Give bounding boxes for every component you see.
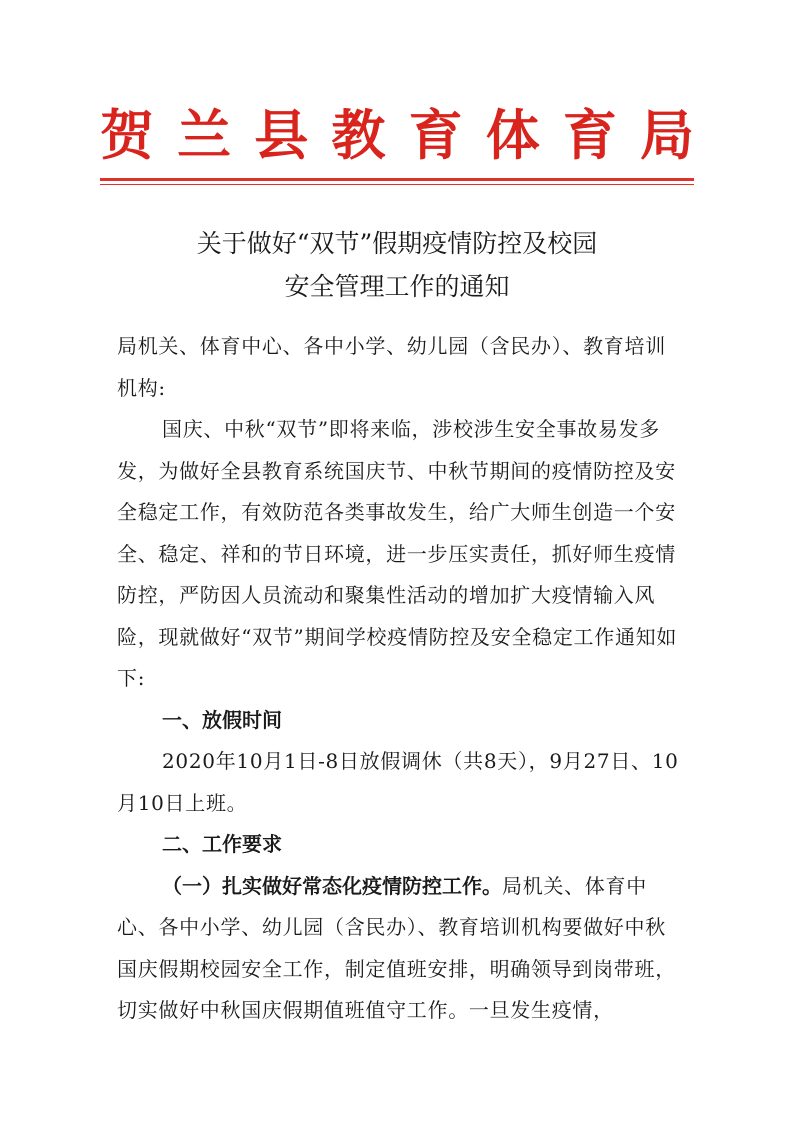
letterhead-rule-thin bbox=[100, 184, 694, 185]
letterhead-char: 县 bbox=[254, 104, 309, 167]
letterhead-char: 育 bbox=[562, 104, 617, 167]
letterhead-char: 局 bbox=[639, 104, 694, 167]
letterhead-char: 体 bbox=[485, 104, 540, 167]
requirement-item-1-title: （一）扎实做好常态化疫情防控工作。 bbox=[162, 873, 502, 898]
section-heading-work-requirements: 二、工作要求 bbox=[162, 832, 282, 856]
intro-paragraph: 国庆、中秋“双节”即将来临，涉校涉生安全事故易发多发，为做好全县教育系统国庆节、中秋节期间的疫情防控及安全稳定工作，有效防范各类事故发生，给广大师生创造一个安全、稳定、祥和的节日环境，进一步压实责任，抓好师生疫情防控，严防因人员流动和聚集性活动的增加扩大疫情输入风险，现就做好“双节”期间学校疫情防控及安全稳定工作通知如下: bbox=[117, 417, 678, 690]
letterhead-title bbox=[100, 100, 694, 172]
document-title-line-2: 安全管理工作的通知 bbox=[284, 272, 510, 301]
letterhead-char: 兰 bbox=[177, 104, 232, 167]
section-heading-holiday-time: 一、放假时间 bbox=[162, 707, 282, 732]
requirement-item-1-text: 局机关、体育中心、各中小学、幼儿园（含民办）、教育培训机构要做好中秋国庆假期校园安全工作，制定值班安排，明确领导到岗带班，切实做好中秋国庆假期值班值守工作。一旦发生疫情， bbox=[117, 873, 676, 1022]
document-title-line-1: 关于做好“双节”假期疫情防控及校园 bbox=[196, 229, 598, 258]
recipients-line: 局机关、体育中心、各中小学、幼儿园（含民办）、教育培训机构: bbox=[117, 334, 666, 400]
letterhead-char: 育 bbox=[408, 104, 463, 167]
holiday-time-paragraph: 2020年10月1日-8日放假调休（共8天），9月27日、10月10日上班。 bbox=[117, 749, 679, 815]
document-title bbox=[100, 222, 694, 308]
letterhead-char: 贺 bbox=[100, 104, 154, 167]
requirement-item-1 bbox=[117, 866, 685, 1032]
document-body bbox=[117, 326, 685, 1032]
letterhead-char: 教 bbox=[331, 104, 386, 167]
letterhead-rule-thick bbox=[100, 178, 694, 181]
